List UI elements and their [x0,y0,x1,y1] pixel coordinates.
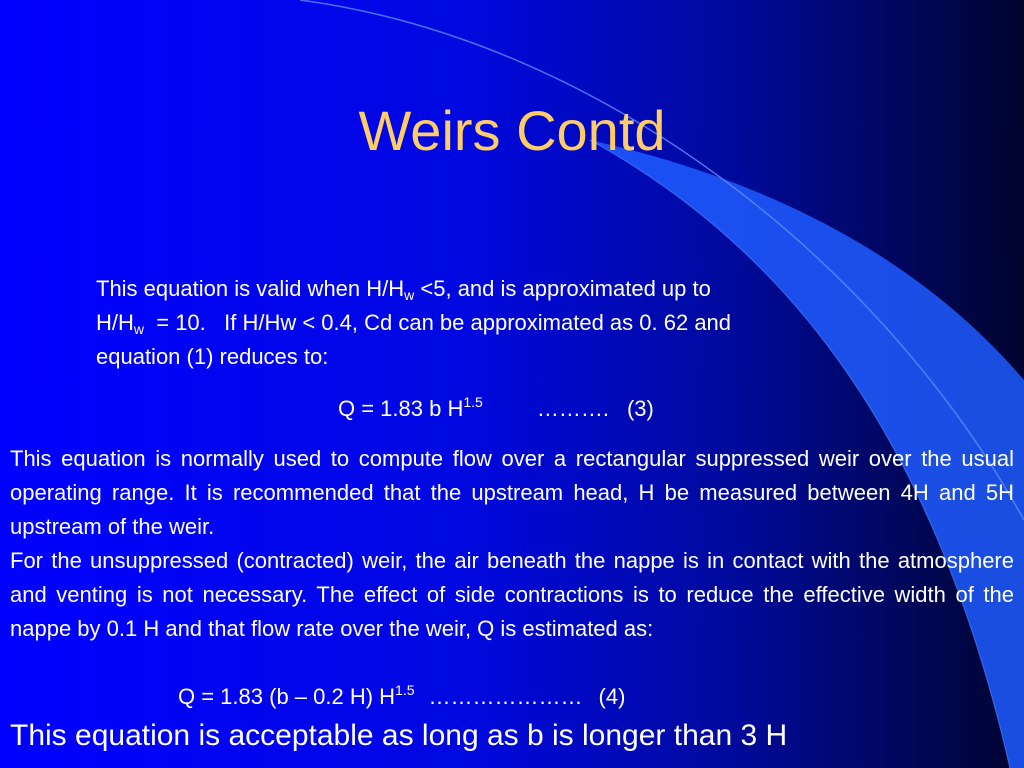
intro-line-2-text-b: = 10. If H/Hw < 0.4, Cd can be approximated as 0. 62 and [144,310,732,335]
equation-3-dots: ………. [536,396,609,421]
intro-line-3: equation (1) reduces to: [96,344,329,369]
equation-4-number: (4) [598,684,626,709]
slide-title: Weirs Contd [358,99,666,162]
equation-4 [178,680,625,714]
equation-3-number: (3) [626,396,654,421]
conclusion-text: This equation is acceptable as long as b is longer than 3 H [10,719,788,752]
equation-3-lhs: Q = 1.83 b H [338,396,464,421]
body-paragraph-1: This equation is normally used to compute flow over a rectangular suppressed weir over the usual operating range. It is recommended that the upstream head, H be measured between 4H and 5H upstream of the weir. [10,446,1014,539]
intro-line-1 [96,272,936,306]
body-text [10,442,1014,646]
equation-3-exponent: 1.5 [463,394,483,410]
body-paragraph-2: For the unsuppressed (contracted) weir, the air beneath the nappe is in contact with the atmosphere and venting is not necessary. The effect of side contractions is to reduce the effective width of the nappe by 0.1 H and that flow rate over the weir, Q is estimated as: [10,548,1014,641]
equation-4-lhs: Q = 1.83 (b – 0.2 H) H [178,684,396,709]
intro-line-1-text-a: This equation is valid when H/H [96,276,405,301]
intro-line-1-subscript: w [404,287,415,303]
equation-4-dots: ………………… [428,684,583,709]
intro-paragraph [96,272,936,374]
intro-line-2-subscript: w [133,321,145,337]
intro-line-1-text-b: <5, and is approximated up to [414,276,711,301]
intro-line-2-text-a: H/H [96,310,134,335]
intro-line-2 [96,306,936,340]
equation-4-exponent: 1.5 [395,682,415,698]
equation-3 [338,392,654,426]
